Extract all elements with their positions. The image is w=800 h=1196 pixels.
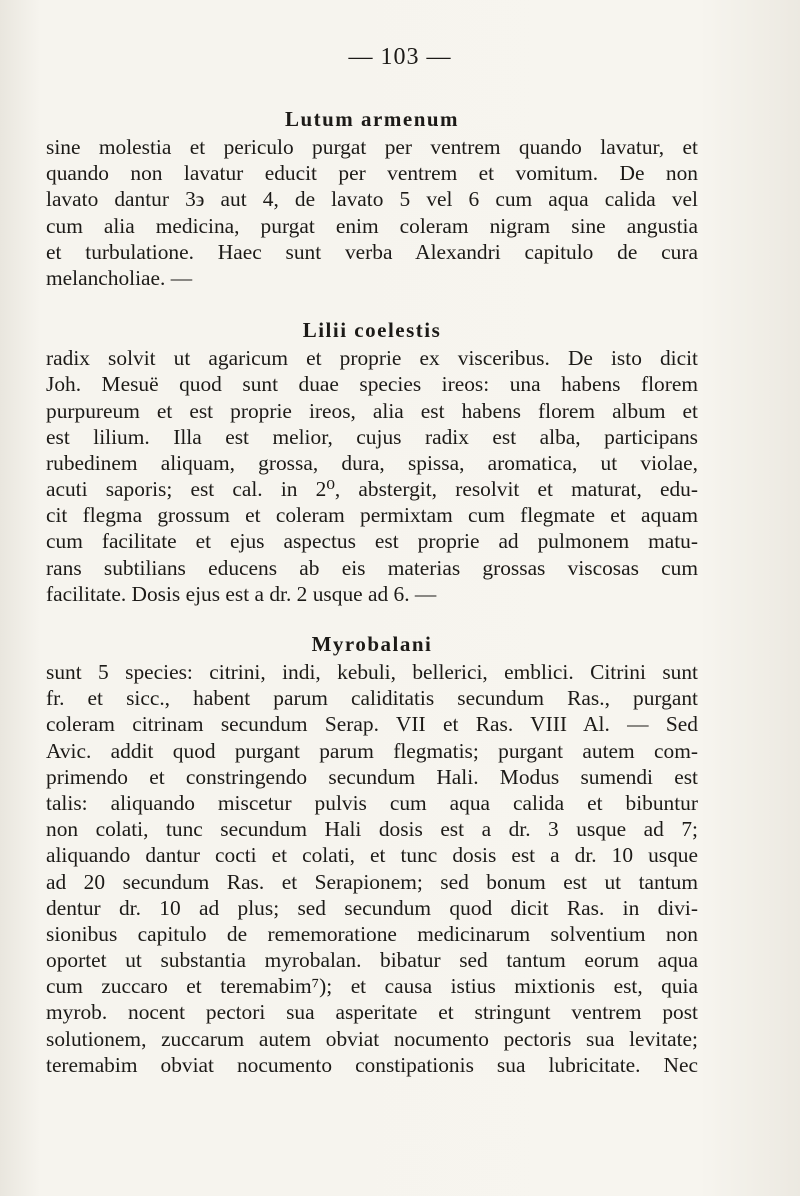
section-heading: Myrobalani [311,632,433,656]
section-lutum-armenum [46,104,698,291]
page-body [46,104,698,1078]
text-line: solutionem, zuccarum autem obviat nocumento pectoris sua levitate; [46,1026,698,1051]
text-line: quando non lavatur educit per ventrem et vomitum. De non [46,161,698,186]
text-line: oportet ut substantia myrobalan. bibatur sed tantum eorum aqua [46,948,698,973]
text-line: Joh. Mesuë quod sunt duae species ireos: una habens florem [46,372,698,397]
text-line: facilitate. Dosis ejus est a dr. 2 usque ad 6. — [46,581,437,606]
section-lilii-coelestis [46,315,698,607]
text-line: rans subtilians educens ab eis materias grossas viscosas cum [46,555,698,580]
page-number: — 103 — [348,44,452,70]
text-line: cum zuccaro et teremabim⁷); et causa istius mixtionis est, quia [46,974,698,999]
section-heading: Lilii coelestis [302,318,442,343]
section-paragraph [46,345,698,607]
section-paragraph [46,134,698,291]
text-line: cum facilitate et ejus aspectus est proprie ad pulmonem matu- [46,529,698,554]
text-line: teremabim obviat nocumento constipationis sua lubricitate. Nec [46,1052,698,1077]
text-line: non colati, tunc secundum Hali dosis est a dr. 3 usque ad 7; [46,817,698,842]
text-line: aliquando dantur cocti et colati, et tunc dosis est a dr. 10 usque [46,843,698,868]
section-myrobalani [46,629,698,1078]
section-paragraph [46,659,698,1078]
text-line: et turbulatione. Haec sunt verba Alexandri capitulo de cura [46,239,698,264]
text-line: purpureum et est proprie ireos, alia est habens florem album et [46,398,698,423]
text-line: sine molestia et periculo purgat per ventrem quando lavatur, et [46,135,698,159]
text-line: dentur dr. 10 ad plus; sed secundum quod dicit Ras. in divi- [46,895,698,920]
text-line: sunt 5 species: citrini, indi, kebuli, bellerici, emblici. Citrini sunt [46,660,698,684]
text-line: lavato dantur 3϶ aut 4, de lavato 5 vel 6 cum aqua calida vel [46,187,698,212]
text-line: fr. et sicc., habent parum caliditatis secundum Ras., purgant [46,686,698,711]
text-line: cit flegma grossum et coleram permixtam cum flegmate et aquam [46,503,698,528]
text-line: Avic. addit quod purgant parum flegmatis; purgant autem com- [46,738,698,763]
text-line: cum alia medicina, purgat enim coleram nigram sine angustia [46,213,698,238]
text-line: coleram citrinam secundum Serap. VII et Ras. VIII Al. — Sed [46,712,698,737]
text-line: acuti saporis; est cal. in 2⁰, abstergit, resolvit et maturat, edu- [46,477,698,502]
text-line: primendo et constringendo secundum Hali. Modus sumendi est [46,764,698,789]
section-heading: Lutum armenum [284,107,460,131]
text-line: melancholiae. — [46,265,193,290]
text-line: sionibus capitulo de rememoratione medicinarum solventium non [46,921,698,946]
text-line: talis: aliquando miscetur pulvis cum aqua calida et bibuntur [46,790,698,815]
text-line: myrob. nocent pectori sua asperitate et stringunt ventrem post [46,1000,698,1025]
text-line: rubedinem aliquam, grossa, dura, spissa, aromatica, ut violae, [46,450,698,475]
text-line: ad 20 secundum Ras. et Serapionem; sed bonum est ut tantum [46,869,698,894]
text-line: radix solvit ut agaricum et proprie ex visceribus. De isto dicit [46,346,698,371]
text-line: est lilium. Illa est melior, cujus radix est alba, participans [46,424,698,449]
